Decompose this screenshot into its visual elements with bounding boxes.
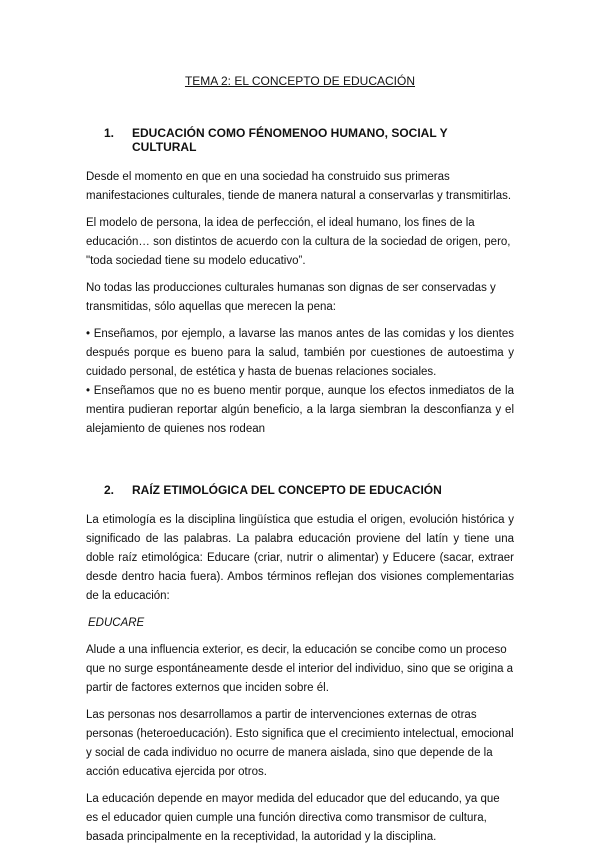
section-1-heading [104, 126, 514, 154]
section-2-heading [104, 483, 514, 497]
document-title: TEMA 2: EL CONCEPTO DE EDUCACIÓN [184, 74, 416, 88]
section-1 [86, 126, 514, 439]
section-2-paragraph-1: Alude a una influencia exterior, es decir, la educación se concibe como un proceso que no surge espontáneamente desde el interior del individuo, sino que se origina a partir de factores externos que inciden sobre él. [86, 644, 514, 694]
section-1-bullet-1: • Enseñamos, por ejemplo, a lavarse las manos antes de las comidas y los dientes después porque es bueno para la salud, también por cuestiones de autoestima y cuidado personal, de estética y hasta de buenas relaciones sociales. [86, 328, 514, 378]
section-2-paragraph-2: Las personas nos desarrollamos a partir de intervenciones externas de otras personas (heteroeducación). Esto significa que el crecimiento intelectual, emocional y social de cada individuo no ocurre de manera aislada, sino que depende de la acción educativa ejercida por otros. [86, 709, 514, 778]
section-2-subheading: EDUCARE [88, 617, 145, 629]
section-2-paragraph-3: La educación depende en mayor medida del educador que del educando, ya que es el educador quien cumple una función directiva como transmisor de cultura, basada principalmente en la receptividad, la autoridad y la disciplina. [86, 793, 500, 843]
section-1-paragraph-1: Desde el momento en que en una sociedad ha construido sus primeras manifestaciones culturales, tiende de manera natural a conservarlas y transmitirlas. [86, 171, 512, 202]
section-1-bullet-list [86, 325, 514, 439]
section-1-paragraph-2: El modelo de persona, la idea de perfección, el ideal humano, los fines de la educación… son distintos de acuerdo con la cultura de la sociedad de origen, pero, "toda sociedad tiene su modelo educativo”. [86, 217, 511, 267]
section-2 [86, 483, 514, 847]
section-1-bullet-2: • Enseñamos que no es bueno mentir porque, aunque los efectos inmediatos de la mentira pudieran reportar algún beneficio, a la larga siembran la desconfianza y el alejamiento de quienes nos rodean [86, 385, 514, 435]
section-2-intro: La etimología es la disciplina lingüística que estudia el origen, evolución histórica y significado de las palabras. La palabra educación proviene del latín y tiene una doble raíz etimológica: Educare (criar, nutrir o alimentar) y Educere (sacar, extraer desde dentro hacia fuera). Ambos términos reflejan dos visiones complementarias de la educación: [86, 514, 514, 602]
section-1-paragraph-3: No todas las producciones culturales humanas son dignas de ser conservadas y transmitidas, sólo aquellas que merecen la pena: [86, 282, 496, 313]
section-1-number: 1. [104, 126, 115, 140]
section-1-heading-text: EDUCACIÓN COMO FÉNOMENOO HUMANO, SOCIAL Y CULTURAL [132, 126, 448, 154]
section-2-number: 2. [104, 483, 115, 497]
section-2-heading-text: RAÍZ ETIMOLÓGICA DEL CONCEPTO DE EDUCACIÓN [132, 483, 442, 497]
